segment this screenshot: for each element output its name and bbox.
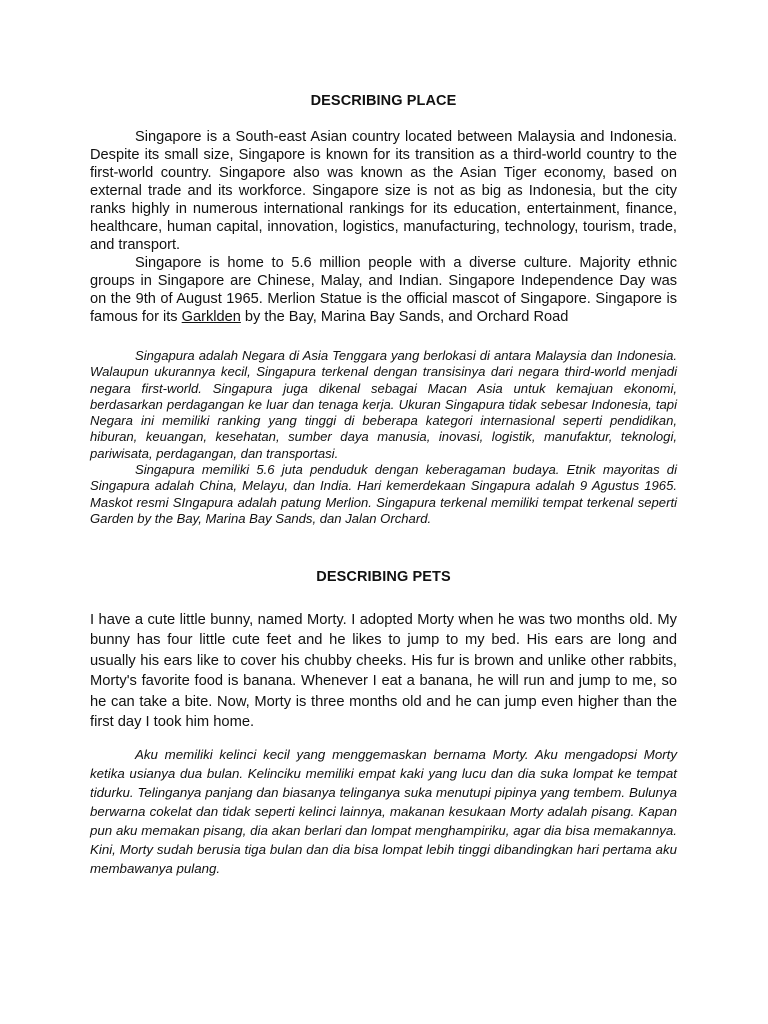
english-text-place xyxy=(90,128,677,326)
indonesian-translation-place xyxy=(90,348,677,527)
translation-paragraph-pets: Aku memiliki kelinci kecil yang menggemaskan bernama Morty. Aku mengadopsi Morty ketika usianya dua bulan. Kelinciku memiliki empat kaki yang lucu dan dia suka lompat ke tempat tidurku. Telinganya panjang dan biasanya telinganya suka menutupi pipinya yang tembem. Bulunya berwarna cokelat dan tidak seperti kelinci lainnya, makanan kesukaan Morty adalah pisang. Kapan pun aku memakan pisang, dia akan berlari dan lompat menghampiriku, agar dia bisa memakannya. Kini, Morty sudah berusia tiga bulan dan dia bisa lompat lebih tinggi dibandingkan hari pertama aku membawanya pulang. xyxy=(90,747,677,876)
english-text-pets: I have a cute little bunny, named Morty. I adopted Morty when he was two months old. My bunny has four little cute feet and he likes to jump to my bed. His ears are long and usually his ears like to cover his chubby cheeks. His fur is brown and unlike other rabbits, Morty's favorite food is banana. Whenever I eat a banana, he will run and jump to me, so he can take a bite. Now, Morty is three months old and he can jump even higher than the first day I took him home. xyxy=(90,612,677,731)
paragraph-singapore-population xyxy=(90,254,677,326)
paragraph-text-end: by the Bay, Marina Bay Sands, and Orchard Road xyxy=(240,309,569,325)
indonesian-translation-pets xyxy=(90,745,677,878)
translation-paragraph-overview: Singapura adalah Negara di Asia Tenggara yang berlokasi di antara Malaysia dan Indonesia. Walaupun ukurannya kecil, Singapura terkenal dengan transisinya dari negara third-world menjadi negara first-world. Singapura juga dikenal sebagai Macan Asia untuk kemajuan ekonomi, berdasarkan perdagangan ke luar dan tenaga kerja. Ukuran Singapura tidak sebesar Indonesia, tapi Negara ini memiliki ranking yang tinggi di beberapa kategori internasional seperti pendidikan, hiburan, keuangan, kesehatan, sumber daya manusia, inovasi, logistik, manufaktur, teknologi, pariwisata, perdagangan, dan transportasi. xyxy=(90,348,677,461)
section-title-describing-place: DESCRIBING PLACE xyxy=(310,93,457,109)
paragraph-singapore-overview: Singapore is a South-east Asian country located between Malaysia and Indonesia. Despite its small size, Singapore is known for its transition as a third-world country to the first-world country. Singapore also was known as the Asian Tiger economy, based on external trade and its workforce. Singapore size is not as big as Indonesia, but the city ranks highly in numerous international rankings for its education, entertainment, finance, healthcare, human capital, innovation, logistics, manufacturing, technology, tourism, trade, and transport. xyxy=(90,129,677,253)
underlined-word: Garklden xyxy=(181,309,241,325)
paragraph-text: Singapore is home to 5.6 million people with a diverse culture. Majority ethnic groups in Singapore are Chinese, Malay, and Indian. Singapore Independence Day was on the 9th of August 1965. Merlion Statue is the official mascot of Singapore. Singapore is famous for its xyxy=(90,255,677,325)
translation-paragraph-population: Singapura memiliki 5.6 juta penduduk dengan keberagaman budaya. Etnik mayoritas di Singapura adalah China, Melayu, dan India. Hari kemerdekaan Singapura adalah 9 Agustus 1965. Maskot resmi SIngapura adalah patung Merlion. Singapura terkenal memiliki tempat terkenal seperti Garden by the Bay, Marina Bay Sands, dan Jalan Orchard. xyxy=(90,462,677,526)
section-title-describing-pets: DESCRIBING PETS xyxy=(316,569,451,585)
